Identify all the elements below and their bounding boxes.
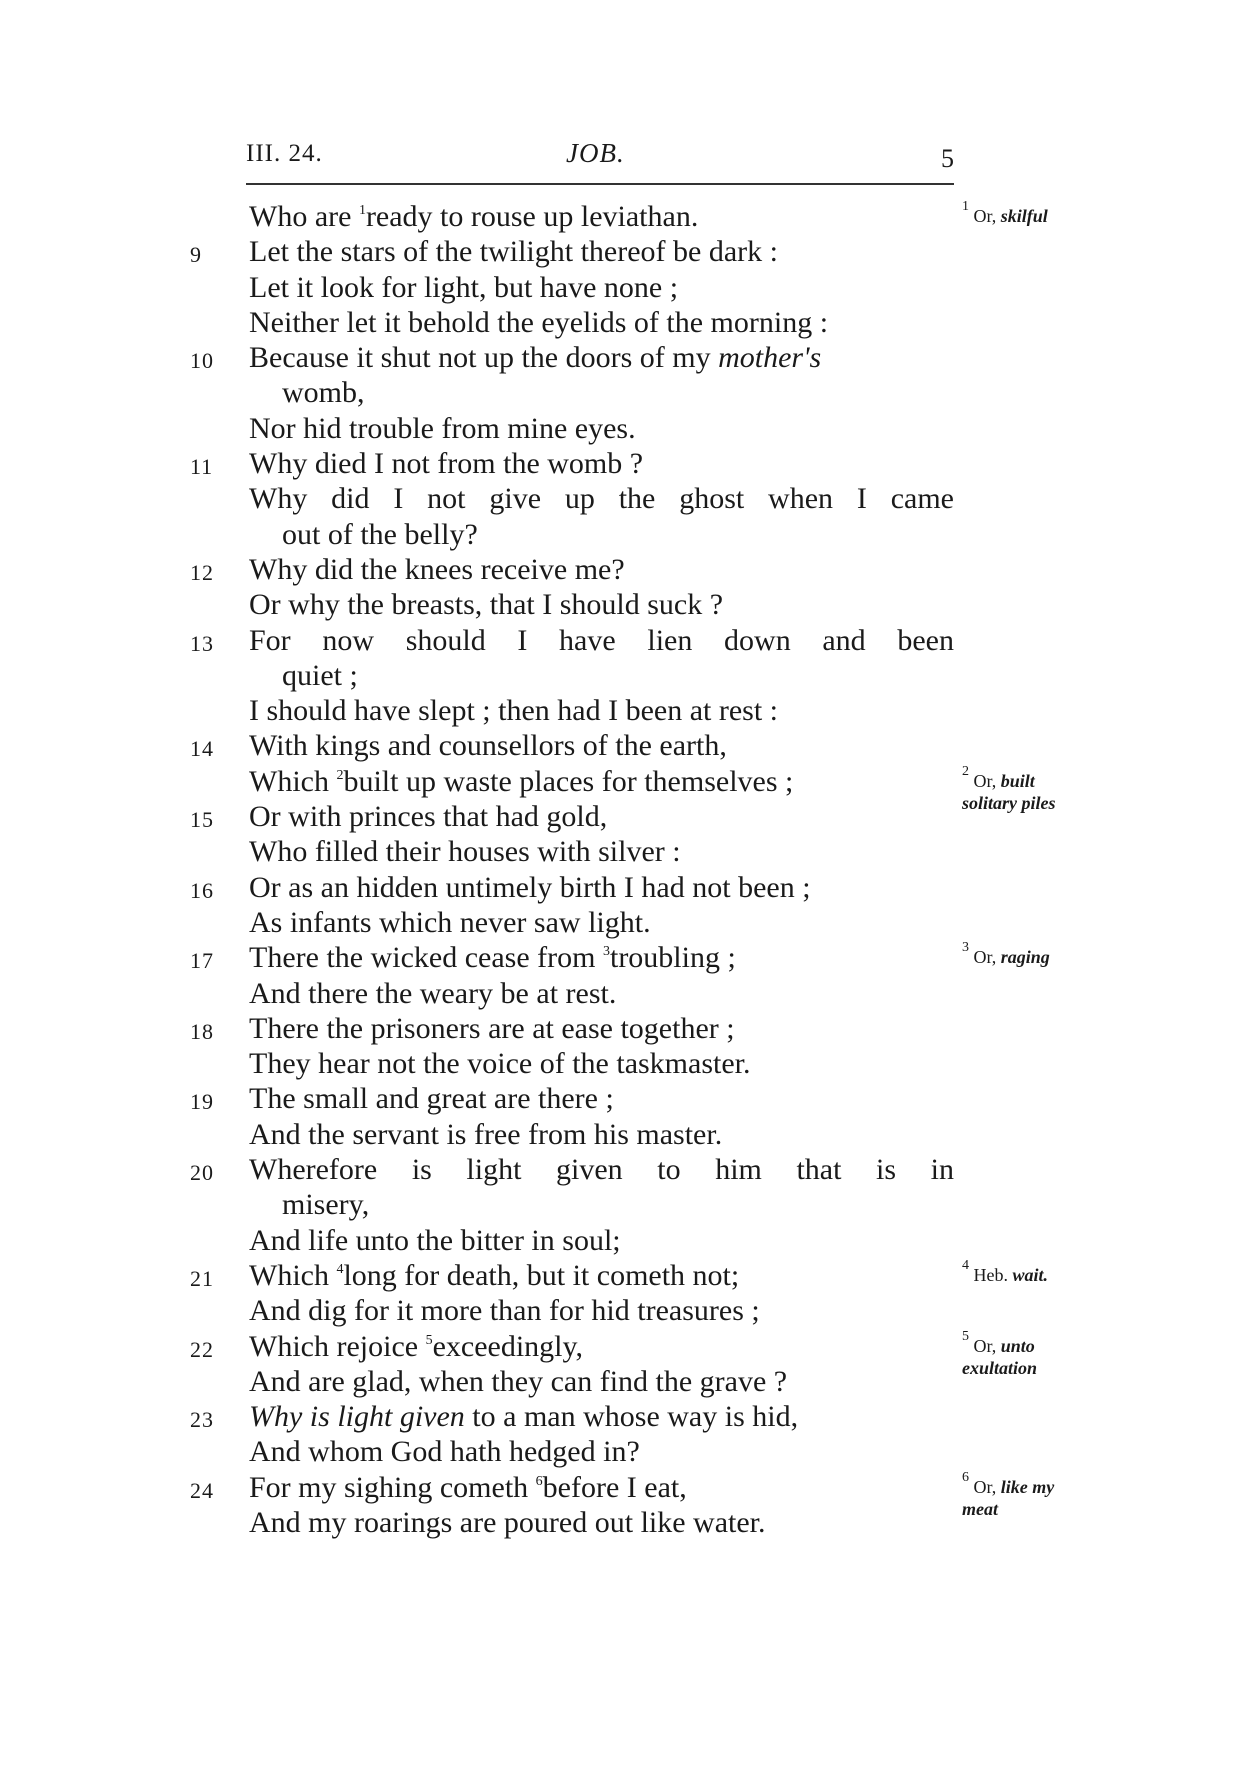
footnote-marker: 3 (962, 940, 969, 956)
verse-line (190, 411, 960, 446)
verse-number: 18 (190, 1018, 214, 1044)
verse-line (190, 693, 960, 728)
verse-line (190, 658, 960, 693)
verse-line (190, 1434, 960, 1469)
footnote-marker: 2 (336, 767, 344, 783)
verse-line (190, 1364, 960, 1399)
footnote-marker: 4 (962, 1258, 969, 1273)
verse-line (190, 305, 960, 340)
book-title: JOB. (566, 138, 625, 168)
verse-number: 23 (190, 1407, 214, 1433)
verse-line-text: Why is light given to a man whose way is hid, (249, 1400, 799, 1434)
verse-line-text: Which $^2$built up waste places for themselves ; (249, 764, 794, 798)
verse-line-text: For my sighing cometh $^6$before I eat, (249, 1470, 687, 1504)
verse-line-text: Because it shut not up the doors of my mother's (249, 341, 822, 375)
verse-line-text: There the wicked cease from $^3$troubling ; (249, 941, 736, 975)
verse-number: 21 (190, 1265, 214, 1291)
verse-line-text: Or with princes that had gold, (249, 800, 608, 834)
verse-line (190, 1470, 960, 1505)
verse-line-text: And the servant is free from his master. (249, 1117, 723, 1151)
verse-line (190, 446, 960, 481)
footnote-marker: 4 (336, 1261, 344, 1277)
margin-note (962, 940, 1092, 968)
verse-line (190, 199, 960, 234)
verse-number: 19 (190, 1089, 214, 1115)
verse-line-text: Or why the breasts, that I should suck ? (249, 588, 724, 622)
verse-number: 12 (190, 559, 214, 585)
verse-number: 16 (190, 877, 214, 903)
verse-line-text: And there the weary be at rest. (249, 976, 617, 1010)
verse-line (190, 1329, 960, 1364)
verse-line (190, 1258, 960, 1293)
note-label: Or, (973, 947, 997, 968)
verse-number: 13 (190, 630, 214, 656)
margin-note (962, 199, 1092, 227)
italic-text: mother's (718, 341, 822, 375)
running-header (246, 140, 954, 180)
verse-line (190, 1293, 960, 1328)
verse-line-text: The small and great are there ; (249, 1082, 614, 1116)
verse-line-text: Which rejoice $^5$exceedingly, (249, 1329, 584, 1363)
verse-line-text: quiet ; (282, 658, 358, 692)
note-label: Or, (973, 1335, 997, 1356)
verse-line-text: Nor hid trouble from mine eyes. (249, 411, 636, 445)
page-number: 5 (941, 144, 954, 173)
verse-line (190, 1081, 960, 1116)
verse-line (190, 517, 960, 552)
verse-line-text: Why did the knees receive me? (249, 552, 625, 586)
verse-line (190, 587, 960, 622)
verse-line-text: Why did I not give up the ghost when I came (249, 482, 954, 516)
italic-text: Why is light given (249, 1400, 465, 1434)
verse-line (190, 1011, 960, 1046)
verse-line-text: There the prisoners are at ease together ; (249, 1011, 735, 1045)
verse-line-text: out of the belly? (282, 517, 478, 551)
verse-line-text: Let the stars of the twilight thereof be dark : (249, 235, 778, 269)
verse-number: 9 (190, 242, 202, 268)
verse-line (190, 1187, 960, 1222)
scripture-text (190, 199, 960, 1540)
verse-number: 14 (190, 736, 214, 762)
verse-number: 17 (190, 948, 214, 974)
verse-line-text: Wherefore is light given to him that is in (249, 1153, 954, 1187)
margin-note (962, 1258, 1092, 1286)
verse-number: 22 (190, 1336, 214, 1362)
verse-line (190, 834, 960, 869)
verse-line-text: Why died I not from the womb ? (249, 447, 644, 481)
note-label: Heb. (973, 1265, 1008, 1285)
footnote-marker: 1 (358, 203, 366, 218)
verse-line-text: And my roarings are poured out like water. (249, 1505, 766, 1539)
verse-line (190, 481, 960, 516)
verse-line-text: Let it look for light, but have none ; (249, 270, 679, 304)
verse-line-text: Which $^4$long for death, but it cometh not; (249, 1258, 740, 1292)
verse-line (190, 1223, 960, 1258)
verse-line (190, 764, 960, 799)
verse-line (190, 1505, 960, 1540)
verse-line-text: Who filled their houses with silver : (249, 835, 681, 869)
chapter-verse-reference: III. 24. (246, 140, 323, 167)
verse-line (190, 728, 960, 763)
note-text: raging (1000, 947, 1050, 968)
verse-line (190, 270, 960, 305)
verse-line (190, 799, 960, 834)
verse-number: 24 (190, 1477, 214, 1503)
verse-line-text: And dig for it more than for hid treasures ; (249, 1294, 760, 1328)
verse-number: 20 (190, 1160, 214, 1186)
note-label: Or, (973, 1476, 997, 1497)
footnote-marker: 6 (962, 1469, 969, 1485)
verse-line (190, 234, 960, 269)
verse-line-text: misery, (282, 1188, 370, 1222)
verse-line-text: Neither let it behold the eyelids of the morning : (249, 305, 829, 339)
verse-line-text: They hear not the voice of the taskmaster. (249, 1047, 751, 1081)
verse-line-text: With kings and counsellors of the earth, (249, 729, 727, 763)
verse-line (190, 552, 960, 587)
verse-line (190, 976, 960, 1011)
verse-line (190, 340, 960, 375)
footnote-marker: 5 (425, 1332, 433, 1348)
note-text: skilful (1000, 206, 1048, 226)
verse-line-text: womb, (282, 376, 365, 410)
verse-line (190, 905, 960, 940)
verse-number: 15 (190, 807, 214, 833)
footnote-marker: 3 (602, 944, 610, 960)
verse-line-text: As infants which never saw light. (249, 905, 651, 939)
verse-line-text: And life unto the bitter in soul; (249, 1223, 621, 1257)
footnote-marker: 1 (962, 199, 969, 214)
note-label: Or, (973, 770, 997, 791)
note-text: unto exultation (962, 1335, 1038, 1378)
footnote-marker: 2 (962, 763, 969, 779)
verse-line (190, 870, 960, 905)
verse-line-text: I should have slept ; then had I been at rest : (249, 694, 779, 728)
footnote-marker: 6 (535, 1473, 543, 1489)
verse-line-text: For now should I have lien down and been (249, 623, 954, 657)
margin-note (962, 763, 1092, 814)
verse-line (190, 940, 960, 975)
verse-line-text: And are glad, when they can find the grave ? (249, 1364, 788, 1398)
verse-line (190, 1399, 960, 1434)
verse-line (190, 375, 960, 410)
footnote-marker: 5 (962, 1328, 969, 1344)
note-text: built solitary piles (962, 770, 1056, 813)
verse-line (190, 1046, 960, 1081)
verse-line-text: Or as an hidden untimely birth I had not been ; (249, 870, 811, 904)
margin-note (962, 1328, 1092, 1379)
verse-number: 11 (190, 454, 214, 480)
verse-line-text: Who are $^1$ready to rouse up leviathan. (249, 200, 699, 233)
note-text: wait. (1012, 1265, 1049, 1285)
verse-line-text: And whom God hath hedged in? (249, 1435, 640, 1469)
verse-line (190, 623, 960, 658)
note-label: Or, (973, 206, 997, 226)
verse-line (190, 1152, 960, 1187)
note-text: like my meat (962, 1476, 1055, 1519)
margin-note (962, 1469, 1092, 1520)
header-rule (246, 183, 954, 185)
verse-line (190, 1117, 960, 1152)
verse-number: 10 (190, 348, 214, 374)
